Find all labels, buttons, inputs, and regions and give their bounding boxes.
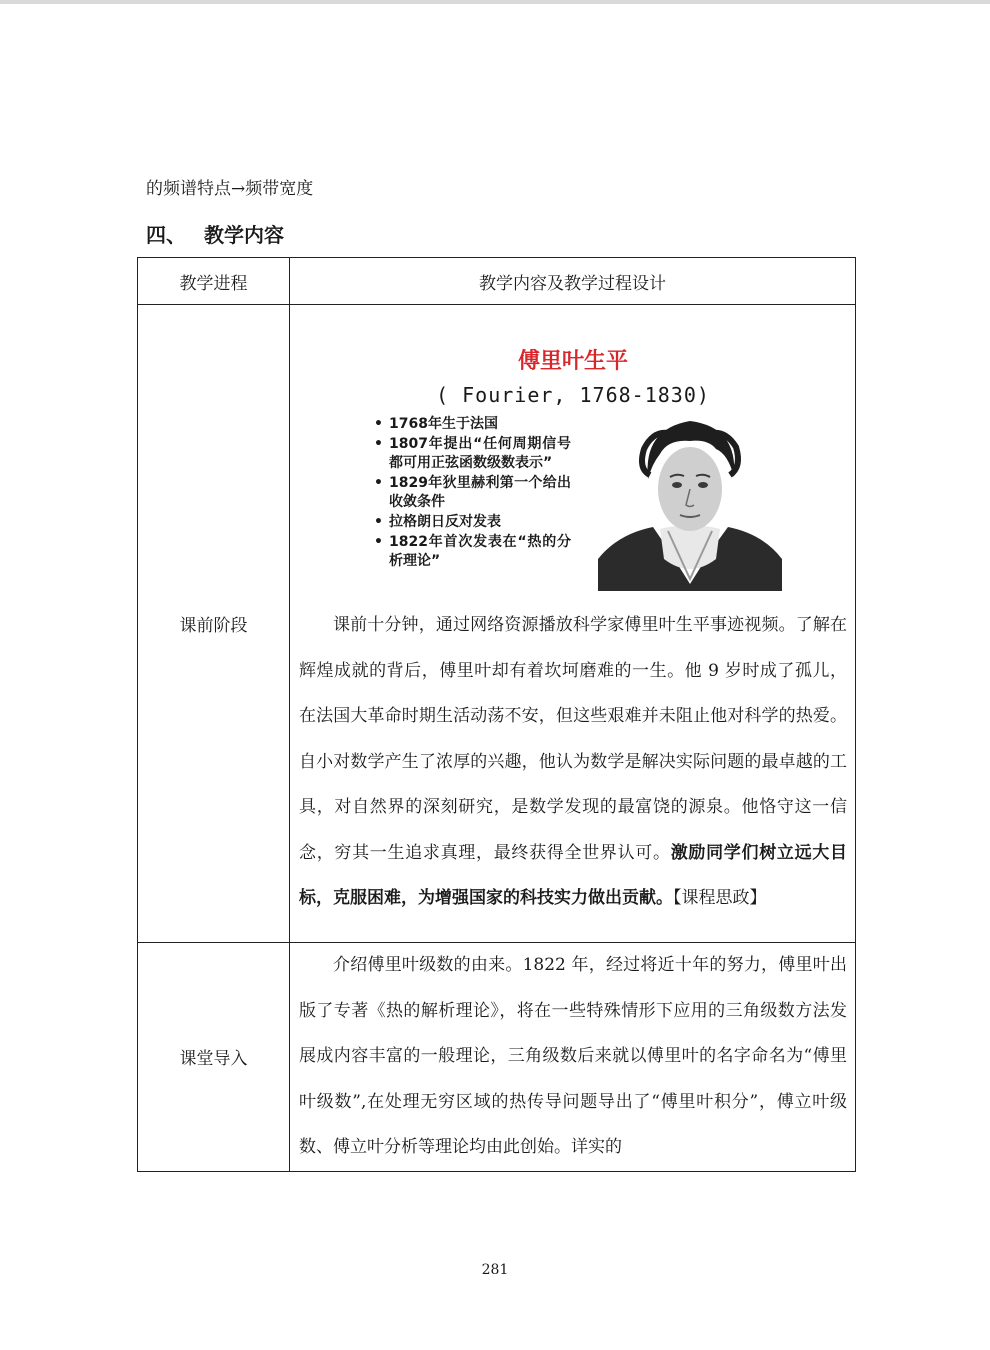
bullet-item: • 1822年首次发表在“热的分析理论” bbox=[371, 533, 571, 571]
bullet-item: • 拉格朗日反对发表 bbox=[371, 513, 571, 532]
page-number: 281 bbox=[481, 1262, 509, 1278]
fourier-portrait bbox=[598, 409, 782, 591]
continued-text: 的频谱特点→频带宽度 bbox=[146, 179, 314, 199]
bullet-item: • 1768年生于法国 bbox=[371, 415, 571, 434]
stage-cell: 课堂导入 bbox=[138, 943, 290, 1172]
header-content: 教学内容及教学过程设计 bbox=[290, 258, 856, 305]
stage-cell: 课前阶段 bbox=[138, 305, 290, 943]
section-number: 四、 bbox=[146, 223, 186, 247]
slide-title: 傅里叶生平 bbox=[517, 349, 628, 375]
content-cell bbox=[290, 305, 856, 943]
header-stage: 教学进程 bbox=[138, 258, 290, 305]
section-heading bbox=[146, 220, 284, 250]
bullet-item: • 1807年提出“任何周期信号都可用正弦函数级数表示” bbox=[371, 435, 571, 473]
lead-in-paragraph: 介绍傅里叶级数的由来。1822 年，经过将近十年的努力，傅里叶出版了专著《热的解析理论》，将在一些特殊情形下应用的三角级数方法发展成内容丰富的一般理论，三角级数后来就以傅里叶的名字命名为“傅里叶级数”,在处理无穷区域的热传导问题导出了“傅里叶积分”，傅立叶级数、傅立叶分析等理论均由此创始。详实的 bbox=[299, 955, 847, 1157]
ideology-tag: 【课程思政】 bbox=[673, 888, 767, 909]
intro-text: 课前十分钟，通过网络资源播放科学家傅里叶生平事迹视频。了解在辉煌成就的背后，傅里叶却有着坎坷磨难的一生。他 9 岁时成了孤儿，在法国大革命时期生活动荡不安，但这些艰难并未阻止他对科学的热爱。自小对数学产生了浓厚的兴趣，他认为数学是解决实际问题的最卓越的工具，对自然界的深刻研究，是数学发现的最富饶的源泉。他恪守这一信念，穷其一生追求真理，最终获得全世界认可。 bbox=[299, 615, 847, 863]
intro-paragraph bbox=[299, 603, 847, 922]
table-row bbox=[138, 305, 856, 943]
ideology-emphasis: 激励同学们树立远大目标，克服困难，为增强国家的科技实力做出贡献。 bbox=[299, 842, 848, 909]
content-cell bbox=[290, 943, 856, 1172]
bullet-item: • 1829年狄里赫利第一个给出收敛条件 bbox=[371, 474, 571, 512]
section-title: 教学内容 bbox=[204, 223, 284, 247]
top-border bbox=[0, 0, 990, 4]
slide-subtitle: ( Fourier, 1768-1830) bbox=[436, 383, 710, 408]
fourier-slide bbox=[299, 331, 847, 603]
table-header-row bbox=[138, 258, 856, 305]
slide-bullets bbox=[371, 415, 571, 572]
teaching-content-table bbox=[137, 257, 856, 1172]
table-row bbox=[138, 943, 856, 1172]
